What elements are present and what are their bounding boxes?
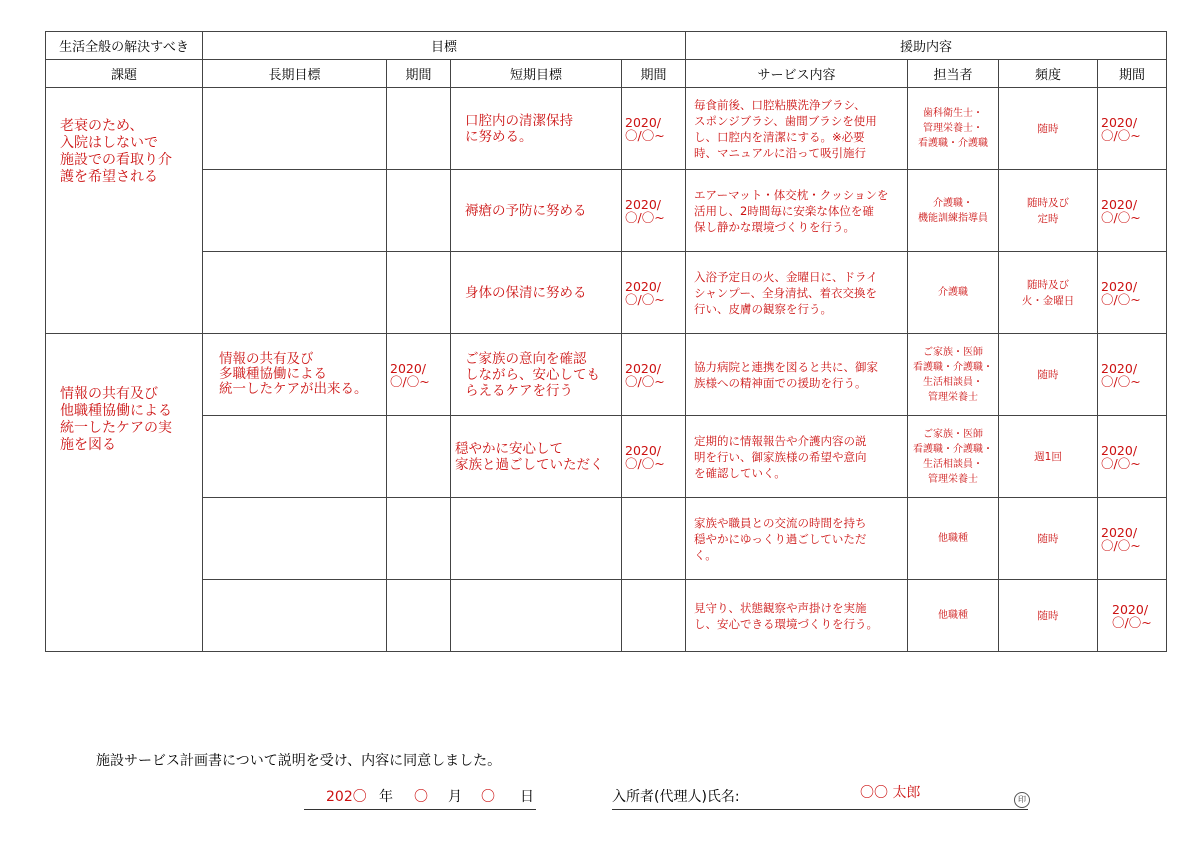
long-period-empty	[387, 416, 451, 498]
long-goal-empty	[203, 252, 387, 334]
long-goal: 情報の共有及び 多職種協働による 統一したケアが出来る。	[203, 334, 387, 416]
staff: 介護職・ 機能訓練指導員	[908, 170, 999, 252]
short-period: 2020/ 〇/〇~	[622, 252, 686, 334]
service-period: 2020/ 〇/〇~	[1098, 416, 1167, 498]
short-period-empty	[622, 580, 686, 652]
service-period: 2020/ 〇/〇~	[1098, 334, 1167, 416]
month-value: 〇	[414, 789, 428, 805]
short-goal: 褥瘡の予防に努める	[451, 170, 622, 252]
service-content: エアーマット・体交枕・クッションを 活用し、2時間毎に安楽な体位を確 保し静かな環境づくりを行う。	[686, 170, 908, 252]
frequency: 随時及び 火・金曜日	[999, 252, 1098, 334]
short-period: 2020/ 〇/〇~	[622, 170, 686, 252]
long-goal-empty	[203, 88, 387, 170]
day-value: 〇	[481, 789, 495, 805]
long-period-empty	[387, 580, 451, 652]
service-period: 2020/ 〇/〇~	[1098, 580, 1167, 652]
header-issue-2: 課題	[46, 60, 203, 88]
frequency: 随時	[999, 498, 1098, 580]
frequency: 随時	[999, 88, 1098, 170]
service-period: 2020/ 〇/〇~	[1098, 88, 1167, 170]
staff: ご家族・医師 看護職・介護職・ 生活相談員・ 管理栄養士	[908, 416, 999, 498]
consent-statement: 施設サービス計画書について説明を受け、内容に同意しました。	[96, 753, 502, 769]
year-value: 202〇	[326, 789, 367, 805]
frequency: 随時及び 定時	[999, 170, 1098, 252]
header-service: サービス内容	[686, 60, 908, 88]
header-support: 援助内容	[686, 32, 1167, 60]
frequency: 週1回	[999, 416, 1098, 498]
seal-mark: 印	[1014, 792, 1030, 808]
header-issue: 生活全般の解決すべき	[46, 32, 203, 60]
short-period: 2020/ 〇/〇~	[622, 334, 686, 416]
header-staff: 担当者	[908, 60, 999, 88]
service-content: 家族や職員との交流の時間を持ち 穏やかにゆっくり過ごしていただ く。	[686, 498, 908, 580]
issue-2: 情報の共有及び 他職種協働による 統一したケアの実 施を図る	[46, 334, 203, 652]
long-period-empty	[387, 498, 451, 580]
care-plan-table	[45, 31, 1167, 652]
header-frequency: 頻度	[999, 60, 1098, 88]
service-content: 入浴予定日の火、金曜日に、ドライ シャンプー、全身清拭、着衣交換を 行い、皮膚の観察を行う。	[686, 252, 908, 334]
long-goal-empty	[203, 580, 387, 652]
issue-1: 老衰のため、 入院はしないで 施設での看取り介 護を希望される	[46, 88, 203, 334]
header-short-period: 期間	[622, 60, 686, 88]
service-content: 毎食前後、口腔粘膜洗浄ブラシ、 スポンジブラシ、歯間ブラシを使用 し、口腔内を清潔にする。※必要 時、マニュアルに沿って吸引施行	[686, 88, 908, 170]
staff: 他職種	[908, 580, 999, 652]
long-period-empty	[387, 170, 451, 252]
day-label: 日	[520, 789, 534, 805]
service-content: 見守り、状態観察や声掛けを実施 し、安心できる環境づくりを行う。	[686, 580, 908, 652]
service-content: 定期的に情報報告や介護内容の説 明を行い、御家族様の希望や意向 を確認していく。	[686, 416, 908, 498]
short-goal-empty	[451, 580, 622, 652]
header-short-goal: 短期目標	[451, 60, 622, 88]
frequency: 随時	[999, 580, 1098, 652]
long-period-empty	[387, 252, 451, 334]
resident-label: 入所者(代理人)氏名:	[612, 789, 740, 805]
long-goal-empty	[203, 170, 387, 252]
frequency: 随時	[999, 334, 1098, 416]
header-long-period: 期間	[387, 60, 451, 88]
service-period: 2020/ 〇/〇~	[1098, 170, 1167, 252]
header-goals: 目標	[203, 32, 686, 60]
short-period-empty	[622, 498, 686, 580]
header-long-goal: 長期目標	[203, 60, 387, 88]
month-label: 月	[448, 789, 462, 805]
staff: 介護職	[908, 252, 999, 334]
date-underline	[304, 809, 536, 810]
staff: 歯科衛生士・ 管理栄養士・ 看護職・介護職	[908, 88, 999, 170]
short-goal: ご家族の意向を確認 しながら、安心しても らえるケアを行う	[451, 334, 622, 416]
long-period-empty	[387, 88, 451, 170]
staff: ご家族・医師 看護職・介護職・ 生活相談員・ 管理栄養士	[908, 334, 999, 416]
long-period: 2020/ 〇/〇~	[387, 334, 451, 416]
year-label: 年	[379, 789, 393, 805]
header-service-period: 期間	[1098, 60, 1167, 88]
short-goal: 穏やかに安心して 家族と過ごしていただく	[451, 416, 622, 498]
name-underline	[612, 809, 1028, 810]
service-content: 協力病院と連携を図ると共に、御家 族様への精神面での援助を行う。	[686, 334, 908, 416]
service-period: 2020/ 〇/〇~	[1098, 252, 1167, 334]
short-goal-empty	[451, 498, 622, 580]
staff: 他職種	[908, 498, 999, 580]
short-goal: 口腔内の清潔保持 に努める。	[451, 88, 622, 170]
service-period: 2020/ 〇/〇~	[1098, 498, 1167, 580]
long-goal-empty	[203, 416, 387, 498]
short-goal: 身体の保清に努める	[451, 252, 622, 334]
long-goal-empty	[203, 498, 387, 580]
resident-name: 〇〇 太郎	[860, 785, 921, 801]
short-period: 2020/ 〇/〇~	[622, 416, 686, 498]
short-period: 2020/ 〇/〇~	[622, 88, 686, 170]
